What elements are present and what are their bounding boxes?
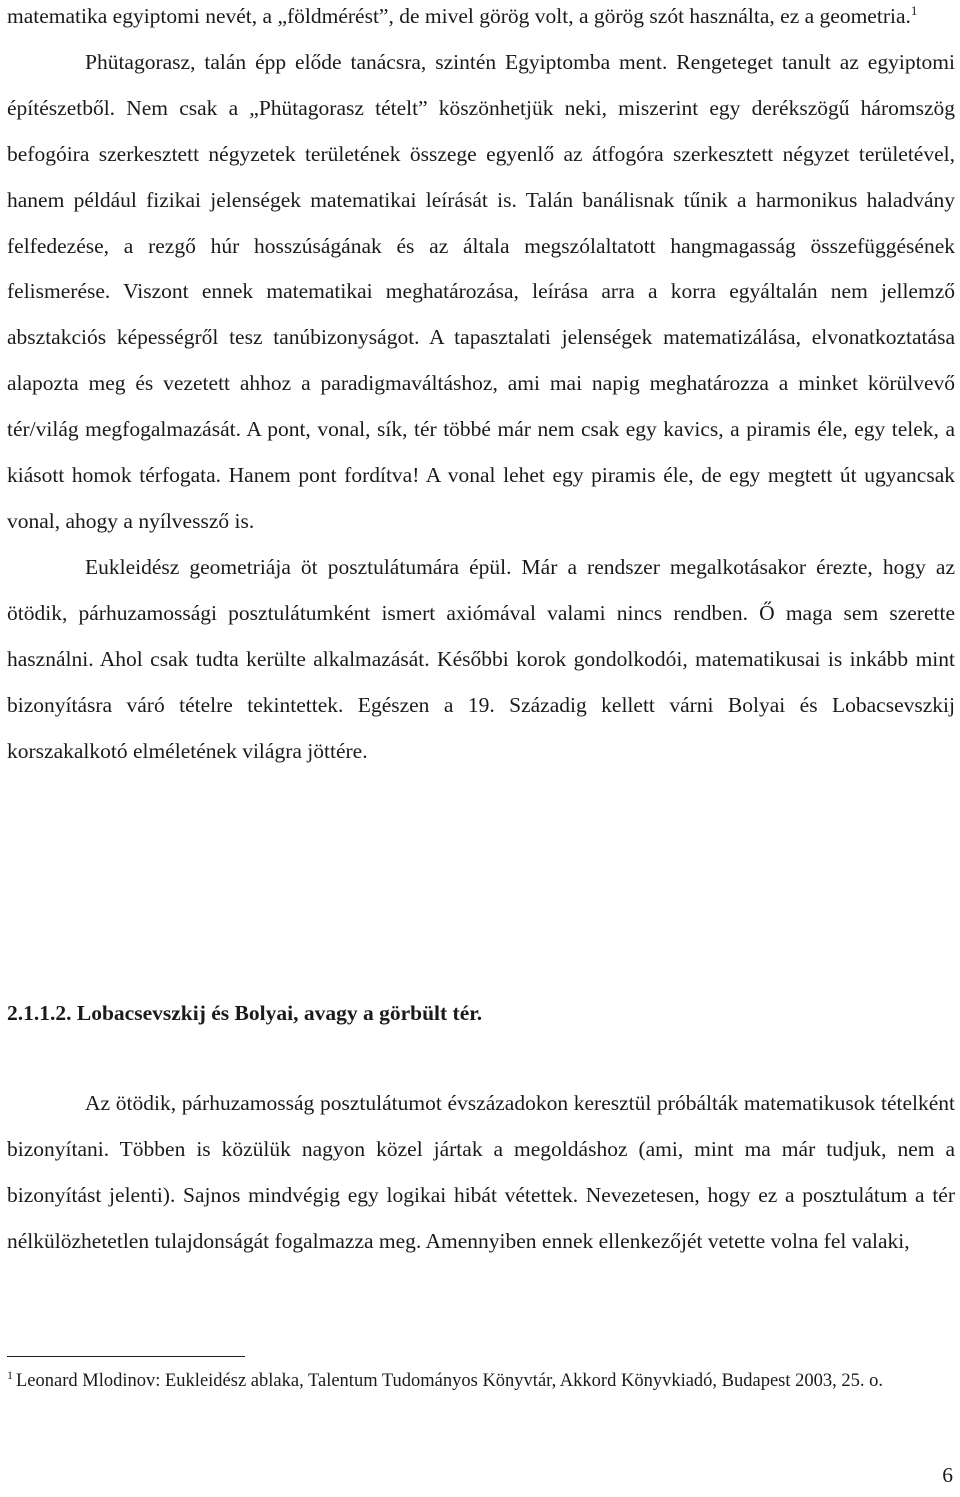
footnote-text: Leonard Mlodinov: Eukleidész ablaka, Talentum Tudományos Könyvtár, Akkord Könyvkiadó, Budapest 2003, 25. o. bbox=[16, 1371, 884, 1391]
page-number: 6 bbox=[942, 1463, 953, 1487]
footnote-mark: 1 bbox=[7, 1367, 13, 1382]
section-heading: 2.1.1.2. Lobacsevszkij és Bolyai, avagy a görbült tér. bbox=[7, 1001, 483, 1025]
section-body bbox=[7, 1081, 955, 1265]
footnote-separator bbox=[7, 1356, 245, 1357]
footnote-reference[interactable]: 1 bbox=[910, 2, 918, 18]
paragraph-1 bbox=[7, 0, 955, 40]
paragraph-1-text: matematika egyiptomi nevét, a „földmérést”, de mivel görög volt, a görög szót használta, ez a geometria. bbox=[7, 4, 911, 28]
paragraph-3: Eukleidész geometriája öt posztulátumára épül. Már a rendszer megalkotásakor érezte, hogy az ötödik, párhuzamossági posztulátumként ismert axiómával valami nincs rendben. Ő maga sem szerette használni. Ahol csak tudta kerülte alkalmazását. Későbbi korok gondolkodói, matematikusai is inkább mint bizonyításra váró tételre tekintettek. Egészen a 19. Századig kellett várni Bolyai és Lobacsevszkij korszakalkotó elméletének világra jöttére. bbox=[7, 554, 955, 763]
footnote bbox=[7, 1367, 955, 1395]
intro-section bbox=[7, 0, 955, 774]
section-paragraph-1: Az ötödik, párhuzamosság posztulátumot évszázadokon keresztül próbálták matematikusok tételként bizonyítani. Többen is közülük nagyon közel jártak a megoldáshoz (ami, mint ma már tudjuk, nem a bizonyítást jelenti). Sajnos mindvégig egy logikai hibát vétettek. Nevezetesen, hogy ez a posztulátum a tér nélkülözhetetlen tulajdonságát fogalmazza meg. Amennyiben ennek ellenkezőjét vetette volna fel valaki, bbox=[7, 1091, 955, 1253]
paragraph-2: Phütagorasz, talán épp elődе tanácsra, szintén Egyiptomba ment. Rengeteget tanult az egyiptomi építészetből. Nem csak a „Phütagorasz tételt” köszönhetjük neki, miszerint egy derékszögű háromszög befogóira szerkesztett négyzetek területének összege egyenlő az átfogóra szerkesztett négyzet területével, hanem például fizikai jelenségek matematikai leírását is. Talán banálisnak tűnik a harmonikus haladvány felfedezése, a rezgő húr hosszúságának és az általa megszólaltatott hangmagasság összefüggésének felismerése. Viszont ennek matematikai meghatározása, leírása arra a korra egyáltalán nem jellemző absztakciós képességről tesz tanúbizonyságot. A tapasztalati jelenségek matematizálása, elvonatkoztatása alapozta meg és vezetett ahhoz a paradigmaváltáshoz, ami mai napig meghatározza a minket körülvevő tér/világ megfogalmazását. A pont, vonal, sík, tér többé már nem csak egy kavics, a piramis éle, egy telek, a kiásott homok térfogata. Hanem pont fordítva! A vonal lehet egy piramis éle, de egy megtett út ugyancsak vonal, ahogy a nyílvessző is. bbox=[7, 49, 955, 533]
